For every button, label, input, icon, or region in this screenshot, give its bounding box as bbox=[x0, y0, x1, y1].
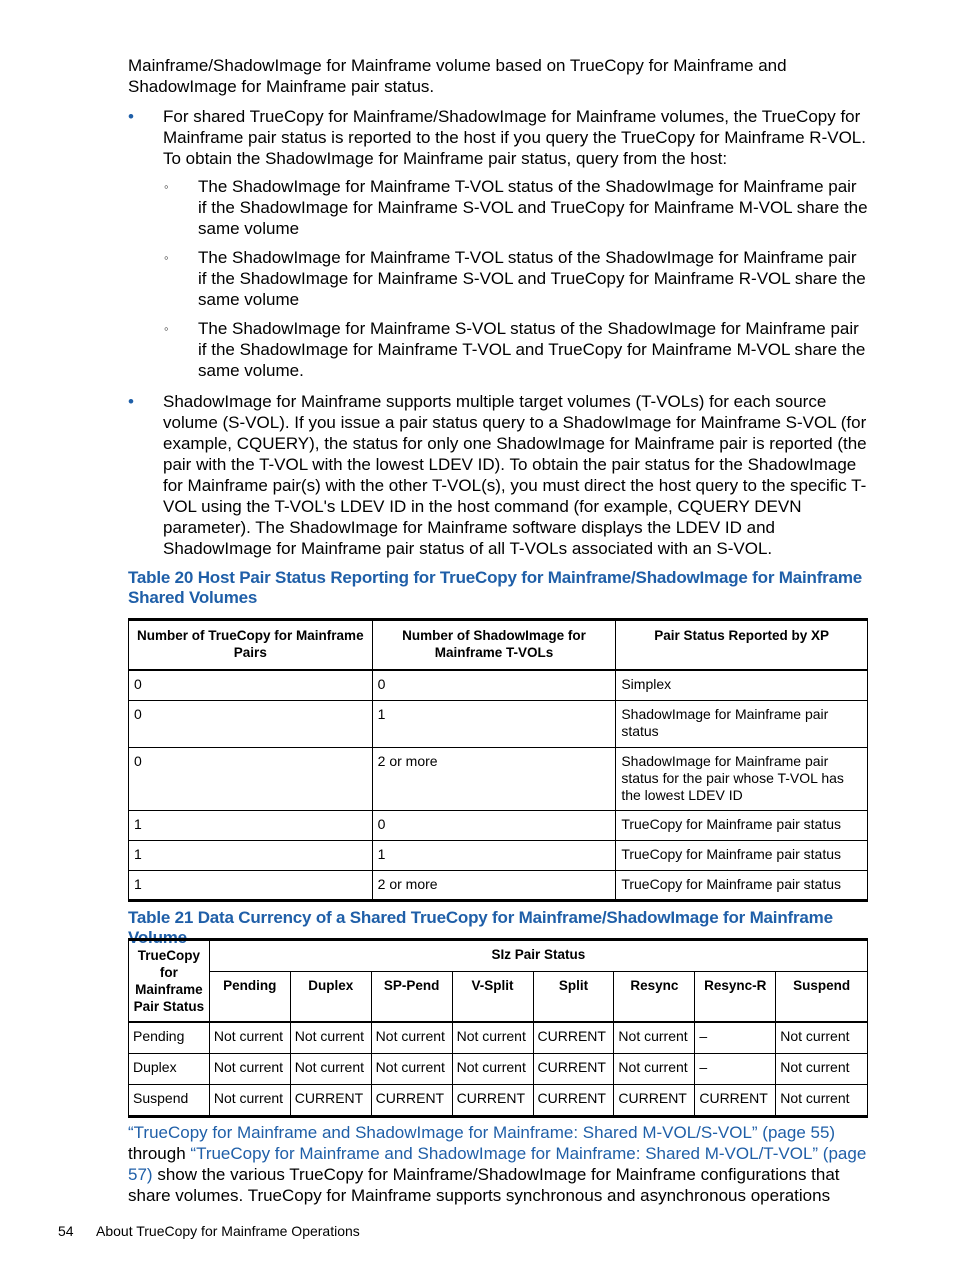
table-row bbox=[129, 1084, 868, 1116]
sub-item-text: The ShadowImage for Mainframe T-VOL status of the ShadowImage for Mainframe pair if the ShadowImage for Mainframe S-VOL and TrueCopy for Mainframe M-VOL share the same volume bbox=[198, 177, 868, 238]
column-header: Pending bbox=[209, 972, 290, 1022]
column-header: Split bbox=[533, 972, 614, 1022]
sub-bullet-icon: ◦ bbox=[164, 179, 169, 194]
table-cell: Not current bbox=[614, 1053, 695, 1084]
closing-text: show the various TrueCopy for Mainframe/ShadowImage for Mainframe configurations that share volumes. TrueCopy for Mainframe supports synchronous and asynchronous operations bbox=[128, 1165, 840, 1205]
table-cell: Not current bbox=[371, 1053, 452, 1084]
table-cell: CURRENT bbox=[452, 1084, 533, 1116]
footer-section-title: About TrueCopy for Mainframe Operations bbox=[96, 1223, 360, 1239]
page-footer bbox=[58, 1222, 360, 1240]
table-cell: – bbox=[695, 1053, 776, 1084]
column-header: Resync-R bbox=[695, 972, 776, 1022]
table-cell: TrueCopy for Mainframe pair status bbox=[616, 840, 868, 870]
table-cell: Not current bbox=[452, 1053, 533, 1084]
sub-item-2 bbox=[128, 247, 868, 310]
table-cell: CURRENT bbox=[533, 1084, 614, 1116]
table-cell: Not current bbox=[371, 1022, 452, 1054]
table-row bbox=[129, 1022, 868, 1054]
table-row bbox=[129, 700, 868, 747]
page-number: 54 bbox=[58, 1223, 74, 1239]
table-20 bbox=[128, 618, 868, 902]
table-cell: Not current bbox=[776, 1084, 868, 1116]
table-cell: Not current bbox=[776, 1022, 868, 1054]
row-label: Pending bbox=[129, 1022, 210, 1054]
table-cell: 0 bbox=[372, 670, 616, 700]
table-cell: 0 bbox=[372, 810, 616, 840]
table-cell: 1 bbox=[372, 700, 616, 747]
column-header: Pair Status Reported by XP bbox=[616, 620, 868, 671]
table-cell: CURRENT bbox=[371, 1084, 452, 1116]
table-cell: Not current bbox=[290, 1053, 371, 1084]
table-cell: Simplex bbox=[616, 670, 868, 700]
bullet-item-1 bbox=[128, 106, 868, 169]
column-header: SP-Pend bbox=[371, 972, 452, 1022]
column-header: Duplex bbox=[290, 972, 371, 1022]
bullet-icon: • bbox=[128, 107, 134, 126]
sub-item-3 bbox=[128, 318, 868, 381]
bullet-item-2 bbox=[128, 391, 868, 559]
row-header: TrueCopy for Mainframe Pair Status bbox=[129, 940, 210, 1022]
table-21 bbox=[128, 938, 868, 1118]
table-cell: 1 bbox=[129, 870, 373, 900]
table-cell: 1 bbox=[129, 840, 373, 870]
table-header-row bbox=[129, 620, 868, 671]
column-header: Suspend bbox=[776, 972, 868, 1022]
table-cell: CURRENT bbox=[290, 1084, 371, 1116]
cross-reference-link-page-55[interactable]: “TrueCopy for Mainframe and ShadowImage for Mainframe: Shared M-VOL/S-VOL” (page 55) bbox=[128, 1123, 836, 1142]
table-row bbox=[129, 1053, 868, 1084]
table-header-row bbox=[129, 972, 868, 1022]
row-label: Duplex bbox=[129, 1053, 210, 1084]
bullet-text: ShadowImage for Mainframe supports multiple target volumes (T-VOLs) for each source volume (S-VOL). If you issue a pair status query to a ShadowImage for Mainframe S-VOL (for example, CQUERY), the status for only one ShadowImage for Mainframe pair is reported (the pair with the T-VOL with the lowest LDEV ID). To obtain the pair status for the ShadowImage for Mainframe pair(s) with the other T-VOL(s), you must direct the host query to the specific T-VOL using the T-VOL's LDEV ID in the host command (for example, CQUERY DEVN parameter). The ShadowImage for Mainframe software displays the LDEV ID and ShadowImage for Mainframe pair status of all T-VOLs associated with an S-VOL. bbox=[163, 392, 867, 558]
table-cell: Not current bbox=[452, 1022, 533, 1054]
table-cell: CURRENT bbox=[614, 1084, 695, 1116]
table-cell: Not current bbox=[290, 1022, 371, 1054]
table-row bbox=[129, 670, 868, 700]
closing-paragraph bbox=[128, 1122, 868, 1206]
table-cell: 1 bbox=[129, 810, 373, 840]
table-21-caption: Table 21 Data Currency of a Shared TrueCopy for Mainframe/ShadowImage for Mainframe Volume bbox=[128, 908, 833, 947]
table-cell: Not current bbox=[209, 1022, 290, 1054]
table-cell: ShadowImage for Mainframe pair status for the pair whose T-VOL has the lowest LDEV ID bbox=[616, 747, 868, 810]
intro-paragraph: Mainframe/ShadowImage for Mainframe volume based on TrueCopy for Mainframe and ShadowImage for Mainframe pair status. bbox=[128, 56, 787, 96]
row-label: Suspend bbox=[129, 1084, 210, 1116]
table-row bbox=[129, 810, 868, 840]
column-header: V-Split bbox=[452, 972, 533, 1022]
table-cell: Not current bbox=[209, 1084, 290, 1116]
table-cell: CURRENT bbox=[533, 1022, 614, 1054]
column-header: Number of ShadowImage for Mainframe T-VOLs bbox=[372, 620, 616, 671]
cross-reference-link-page-57[interactable]: “TrueCopy for Mainframe and ShadowImage for Mainframe: Shared M-VOL/T-VOL” (page 57) bbox=[128, 1144, 867, 1184]
table-20-caption: Table 20 Host Pair Status Reporting for TrueCopy for Mainframe/ShadowImage for Mainframe Shared Volumes bbox=[128, 568, 862, 607]
table-cell: 0 bbox=[129, 700, 373, 747]
table-cell: Not current bbox=[209, 1053, 290, 1084]
table-row bbox=[129, 840, 868, 870]
table-cell: CURRENT bbox=[695, 1084, 776, 1116]
group-header: SIz Pair Status bbox=[209, 940, 867, 972]
column-header: Number of TrueCopy for Mainframe Pairs bbox=[129, 620, 373, 671]
sub-bullet-icon: ◦ bbox=[164, 250, 169, 265]
bullet-list bbox=[128, 106, 868, 559]
sub-item-text: The ShadowImage for Mainframe T-VOL status of the ShadowImage for Mainframe pair if the ShadowImage for Mainframe S-VOL and TrueCopy for Mainframe R-VOL share the same volume bbox=[198, 248, 866, 309]
sub-item-1 bbox=[128, 176, 868, 239]
table-cell: CURRENT bbox=[533, 1053, 614, 1084]
table-header-row bbox=[129, 940, 868, 972]
sub-item-text: The ShadowImage for Mainframe S-VOL status of the ShadowImage for Mainframe pair if the ShadowImage for Mainframe T-VOL and TrueCopy for Mainframe M-VOL share the same volume. bbox=[198, 319, 866, 380]
table-cell: 1 bbox=[372, 840, 616, 870]
table-cell: ShadowImage for Mainframe pair status bbox=[616, 700, 868, 747]
table-cell: Not current bbox=[776, 1053, 868, 1084]
table-row bbox=[129, 870, 868, 900]
column-header: Resync bbox=[614, 972, 695, 1022]
table-cell: 2 or more bbox=[372, 747, 616, 810]
table-cell: Not current bbox=[614, 1022, 695, 1054]
sub-bullet-icon: ◦ bbox=[164, 321, 169, 336]
bullet-icon: • bbox=[128, 392, 134, 411]
table-row bbox=[129, 747, 868, 810]
table-cell: TrueCopy for Mainframe pair status bbox=[616, 870, 868, 900]
table-cell: 2 or more bbox=[372, 870, 616, 900]
table-cell: 0 bbox=[129, 670, 373, 700]
table-cell: 0 bbox=[129, 747, 373, 810]
table-cell: – bbox=[695, 1022, 776, 1054]
connector-text: through bbox=[128, 1144, 186, 1163]
table-cell: TrueCopy for Mainframe pair status bbox=[616, 810, 868, 840]
bullet-text: For shared TrueCopy for Mainframe/ShadowImage for Mainframe volumes, the TrueCopy for Mainframe pair status is reported to the host if you query the TrueCopy for Mainframe R-VOL. To obtain the ShadowImage for Mainframe pair status, query from the host: bbox=[163, 107, 866, 168]
